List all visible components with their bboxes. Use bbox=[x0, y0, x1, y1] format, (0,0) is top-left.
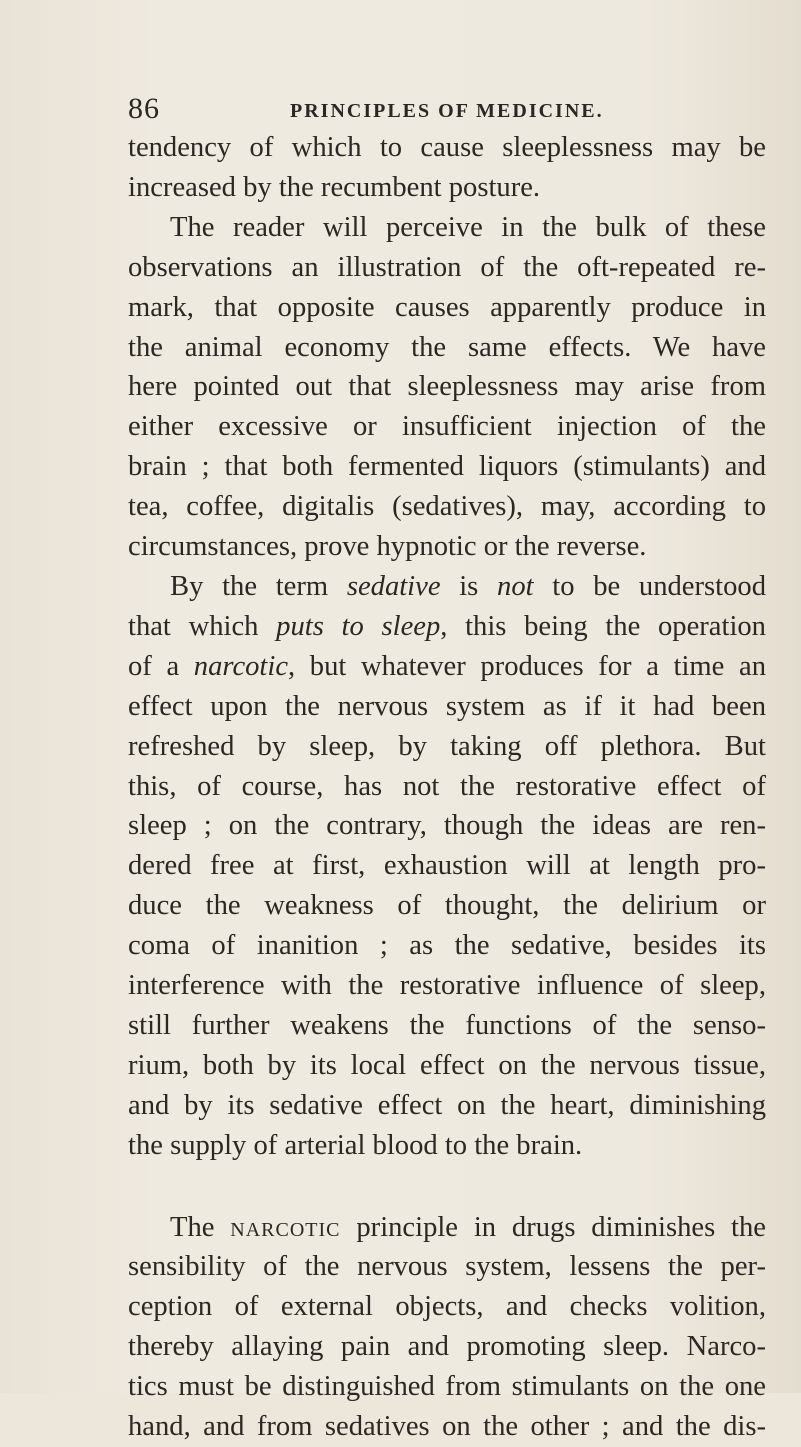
text-line: either excessive or insufficient injection of the bbox=[128, 411, 766, 443]
paragraph-2 bbox=[128, 208, 766, 567]
page-header bbox=[128, 92, 698, 132]
text-run: is bbox=[440, 570, 498, 602]
text-line: effect upon the nervous system as if it had been bbox=[128, 690, 766, 722]
italic-term: puts to sleep bbox=[276, 610, 441, 642]
text-line: tics must be distinguished from stimulants on the one bbox=[128, 1371, 766, 1403]
text-line: still further weakens the functions of the senso- bbox=[128, 1009, 766, 1041]
text-line: observations an illustration of the oft-repeated re- bbox=[128, 251, 766, 283]
text-line: and by its sedative effect on the heart, diminishing bbox=[128, 1089, 766, 1121]
text-line bbox=[128, 607, 766, 647]
text-line: dered free at first, exhaustion will at length pro- bbox=[128, 850, 766, 882]
text-line: duce the weakness of thought, the delirium or bbox=[128, 890, 766, 922]
text-line: the supply of arterial blood to the brain. bbox=[128, 1129, 583, 1161]
paragraph-3 bbox=[128, 567, 766, 1166]
text-run: principle in drugs diminishes the bbox=[340, 1211, 766, 1243]
text-line: tendency of which to cause sleeplessness may be bbox=[128, 132, 766, 163]
paragraph-4 bbox=[128, 1208, 766, 1447]
text-line: tea, coffee, digitalis (sedatives), may, according to bbox=[128, 491, 766, 523]
text-line: the animal economy the same effects. We have bbox=[128, 331, 766, 363]
text-line: mark, that opposite causes apparently produce in bbox=[128, 291, 766, 323]
text-line bbox=[128, 1208, 766, 1248]
text-run: of a bbox=[128, 650, 194, 682]
text-line: this, of course, has not the restorative effect of bbox=[128, 770, 766, 802]
text-line: interference with the restorative influence of sleep, bbox=[128, 970, 766, 1002]
text-line: ception of external objects, and checks volition, bbox=[128, 1291, 766, 1323]
text-line: refreshed by sleep, by taking off plethora. But bbox=[128, 730, 766, 762]
text-line: increased by the recumbent posture. bbox=[128, 171, 541, 203]
text-line: coma of inanition ; as the sedative, besides its bbox=[128, 930, 766, 962]
text-run: , but whatever produces for a time an bbox=[288, 650, 766, 682]
text-run: to be understood bbox=[533, 570, 766, 602]
text-line: hand, and from sedatives on the other ; and the dis- bbox=[128, 1411, 766, 1443]
text-run: By the term bbox=[170, 570, 347, 602]
body-text bbox=[128, 128, 766, 1447]
text-run: that which bbox=[128, 610, 277, 642]
section-gap bbox=[128, 1166, 766, 1208]
italic-term: narcotic bbox=[193, 650, 289, 682]
text-line: brain ; that both fermented liquors (stimulants) and bbox=[128, 451, 766, 483]
text-line: here pointed out that sleeplessness may arise from bbox=[128, 371, 766, 403]
text-line: thereby allaying pain and promoting sleep. Narco- bbox=[128, 1331, 766, 1363]
text-run: The bbox=[170, 1211, 231, 1243]
text-line: rium, both by its local effect on the nervous tissue, bbox=[128, 1049, 766, 1081]
text-line: The reader will perceive in the bulk of these bbox=[170, 211, 766, 243]
text-run: , this being the operation bbox=[440, 610, 766, 642]
running-head: PRINCIPLES OF MEDICINE. bbox=[290, 100, 604, 122]
text-line: sensibility of the nervous system, lessens the per- bbox=[128, 1251, 766, 1283]
paragraph-1 bbox=[128, 128, 766, 208]
small-caps-term: narcotic bbox=[230, 1211, 341, 1243]
italic-term: not bbox=[497, 570, 534, 602]
text-line: sleep ; on the contrary, though the ideas are ren- bbox=[128, 810, 766, 842]
text-line: circumstances, prove hypnotic or the reverse. bbox=[128, 531, 647, 563]
page-number: 86 bbox=[128, 92, 160, 125]
text-line bbox=[128, 647, 766, 687]
italic-term: sedative bbox=[346, 570, 441, 602]
text-line bbox=[128, 567, 766, 607]
